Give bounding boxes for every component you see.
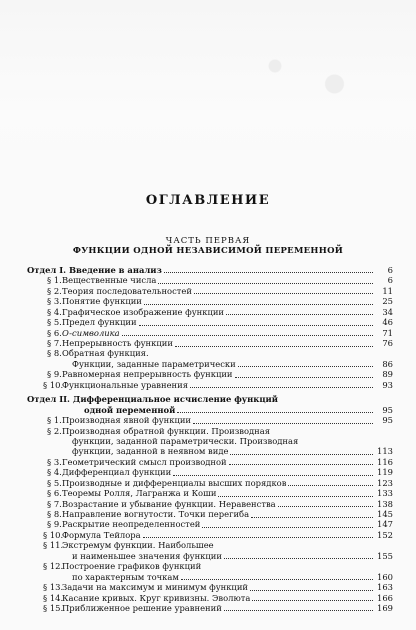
toc-entry-text (27, 572, 179, 582)
toc-entry-text (27, 275, 156, 285)
toc-entry-text (27, 296, 142, 306)
section-title: Теоремы Ролля, Лагранжа и Коши (62, 488, 217, 499)
section-number: § 12. (43, 561, 64, 572)
section-title: Производные и дифференциалы высших порядков (62, 477, 287, 488)
toc-entry[interactable] (27, 286, 393, 296)
toc-entry-text (27, 478, 286, 488)
toc-entry[interactable] (27, 436, 393, 446)
dot-leader (177, 412, 373, 413)
toc-entry-text (27, 488, 216, 498)
page-number: 11 (382, 285, 393, 296)
section-title: функции, заданной параметрически. Производная (72, 435, 299, 446)
dot-leader (226, 314, 373, 315)
page-number: 147 (377, 519, 393, 530)
toc-entry-text (27, 286, 192, 296)
toc-entry-text (27, 603, 222, 613)
toc-entry-text (27, 519, 200, 529)
section-number: § 4. (47, 306, 62, 317)
section-title: Приближенное решение уравнений (62, 602, 222, 613)
table-of-contents (27, 265, 393, 613)
chapter-2-page: 95 (382, 404, 393, 415)
part-label: ЧАСТЬ ПЕРВАЯ (165, 236, 251, 246)
chapter-1-title: Отдел I. Введение в анализ (27, 264, 162, 275)
chapter-1-items (27, 275, 393, 390)
section-title: по характерным точкам (72, 571, 179, 582)
chapter-1-entry[interactable] (27, 265, 393, 275)
page-number: 93 (382, 379, 393, 390)
page-number: 166 (377, 592, 393, 603)
toc-entry[interactable] (27, 509, 393, 519)
page-number: 95 (382, 415, 393, 426)
toc-entry[interactable] (27, 561, 393, 571)
toc-entry[interactable] (27, 317, 393, 327)
section-number: § 10. (43, 379, 64, 390)
dot-leader (143, 537, 373, 538)
dot-leader (144, 304, 373, 305)
section-title: Функции, заданные параметрически (72, 358, 236, 369)
toc-entry-text (27, 328, 120, 338)
toc-entry[interactable] (27, 369, 393, 379)
chapter-2-entry-line2[interactable] (27, 405, 393, 415)
section-title: Равномерная непрерывность функции (62, 369, 233, 380)
section-title: Вещественные числа (62, 275, 157, 286)
section-number: § 15. (43, 602, 64, 613)
toc-entry[interactable] (27, 478, 393, 488)
section-number: § 11. (43, 540, 64, 551)
toc-entry[interactable] (27, 338, 393, 348)
toc-entry-text (27, 307, 224, 317)
section-number: § 2. (47, 425, 62, 436)
dot-leader (251, 517, 373, 518)
section-title: и наименьшее значения функции (72, 550, 222, 561)
section-title: Производная явной функции (62, 415, 192, 426)
section-number: § 6. (47, 327, 62, 338)
toc-entry[interactable] (27, 530, 393, 540)
dot-leader (235, 377, 373, 378)
toc-entry[interactable] (27, 520, 393, 530)
toc-entry[interactable] (27, 499, 393, 509)
section-title: Дифференциал функции (62, 467, 172, 478)
page-number: 138 (377, 498, 393, 509)
toc-entry[interactable] (27, 488, 393, 498)
toc-entry-text (27, 359, 236, 369)
page-number: 86 (382, 358, 393, 369)
show-through-mark (224, 18, 394, 138)
dot-leader (175, 346, 373, 347)
toc-entry[interactable] (27, 415, 393, 425)
toc-entry[interactable] (27, 275, 393, 285)
toc-entry-text (27, 446, 228, 456)
section-title: Производная обратной функции. Производная (62, 425, 271, 436)
toc-entry[interactable] (27, 307, 393, 317)
dot-leader (158, 283, 373, 284)
page-number: 113 (377, 446, 393, 457)
section-title: Предел функции (62, 317, 137, 328)
toc-entry[interactable] (27, 426, 393, 436)
section-number: § 13. (43, 582, 64, 593)
toc-entry-text (27, 436, 298, 446)
toc-entry[interactable] (27, 582, 393, 592)
page-number: 160 (377, 571, 393, 582)
toc-entry-text (27, 509, 249, 519)
section-title: Теория последовательностей (62, 285, 192, 296)
section-title: O-символика (62, 327, 120, 338)
dot-leader (122, 335, 373, 336)
section-title: функции, заданной в неявном виде (72, 446, 229, 457)
section-number: § 9. (47, 369, 62, 380)
toc-entry-text (27, 457, 227, 467)
toc-entry-text (27, 380, 188, 390)
section-number: § 14. (43, 592, 64, 603)
section-number: § 8. (47, 509, 62, 520)
section-title: Функциональные уравнения (62, 379, 189, 390)
section-number: § 10. (43, 529, 64, 540)
dot-leader (202, 527, 373, 528)
dot-leader (224, 610, 373, 611)
toc-entry[interactable] (27, 328, 393, 338)
page-number: 169 (377, 602, 393, 613)
page-number: 133 (377, 488, 393, 499)
dot-leader (278, 506, 373, 507)
page-number: 152 (377, 529, 393, 540)
toc-entry-text (27, 467, 171, 477)
page-number: 123 (377, 477, 393, 488)
page-number: 6 (387, 275, 393, 286)
dot-leader (238, 366, 373, 367)
dot-leader (230, 454, 373, 455)
dot-leader (218, 496, 373, 497)
section-title: Построение графиков функций (62, 561, 202, 572)
toc-entry[interactable] (27, 593, 393, 603)
toc-entry-text (27, 582, 248, 592)
chapter-2-entry[interactable] (27, 394, 393, 404)
toc-entry[interactable] (27, 296, 393, 306)
section-title: Геометрический смысл производной (62, 456, 227, 467)
section-number: § 2. (47, 285, 62, 296)
dot-leader (181, 579, 373, 580)
section-number: § 3. (47, 296, 62, 307)
section-number: § 5. (47, 477, 62, 488)
toc-entry-text (27, 499, 276, 509)
dot-leader (288, 485, 373, 486)
section-title: Касание кривых. Круг кривизны. Эволюта (62, 592, 251, 603)
section-number: § 7. (47, 338, 62, 349)
toc-entry[interactable] (27, 467, 393, 477)
section-title: Возрастание и убывание функции. Неравенства (62, 498, 276, 509)
dot-leader (250, 590, 373, 591)
toc-entry-text (27, 551, 222, 561)
section-title: Непрерывность функции (62, 338, 173, 349)
section-title: Графическое изображение функции (62, 306, 224, 317)
toc-entry-text (27, 369, 233, 379)
section-number: § 1. (47, 275, 62, 286)
section-number: § 1. (47, 415, 62, 426)
chapter-2-title-line2: одной переменной (84, 404, 176, 415)
section-title: Формула Тейлора (62, 529, 141, 540)
section-title: Обратная функция. (62, 348, 149, 359)
toc-entry-text (27, 593, 250, 603)
page-number: 71 (382, 327, 393, 338)
toc-entry[interactable] (27, 551, 393, 561)
toc-entry[interactable] (27, 572, 393, 582)
toc-entry-text (27, 348, 149, 358)
dot-leader (224, 558, 373, 559)
contents-heading: ОГЛАВЛЕНИЕ (145, 193, 271, 208)
section-number: § 9. (47, 519, 62, 530)
page-number: 145 (377, 509, 393, 520)
page-number: 163 (377, 582, 393, 593)
page-number: 155 (377, 550, 393, 561)
toc-entry-text (27, 415, 191, 425)
dot-leader (252, 600, 373, 601)
section-number: § 5. (47, 317, 62, 328)
toc-entry[interactable] (27, 603, 393, 613)
toc-entry[interactable] (27, 457, 393, 467)
toc-entry-text (27, 338, 173, 348)
dot-leader (193, 423, 373, 424)
toc-entry[interactable] (27, 446, 393, 456)
page-number: 46 (382, 317, 393, 328)
section-number: § 7. (47, 498, 62, 509)
part-title: ФУНКЦИИ ОДНОЙ НЕЗАВИСИМОЙ ПЕРЕМЕННОЙ (72, 246, 344, 256)
page-number: 25 (382, 296, 393, 307)
toc-entry[interactable] (27, 349, 393, 359)
dot-leader (139, 325, 373, 326)
section-title: Направление вогнутости. Точки перегиба (62, 509, 250, 520)
page-number: 34 (382, 306, 393, 317)
dot-leader (164, 272, 373, 273)
section-title: Задачи на максимум и минимум функций (62, 582, 248, 593)
section-number: § 8. (47, 348, 62, 359)
toc-entry[interactable] (27, 359, 393, 369)
page-number: 116 (377, 456, 393, 467)
dot-leader (229, 464, 373, 465)
toc-entry-text (27, 561, 201, 571)
chapter-2-items (27, 415, 393, 613)
toc-entry-text (27, 530, 141, 540)
section-title: Раскрытие неопределенностей (62, 519, 201, 530)
dot-leader (194, 293, 373, 294)
dot-leader (173, 475, 373, 476)
page-number: 76 (382, 338, 393, 349)
chapter-1-page: 6 (387, 264, 393, 275)
section-number: § 4. (47, 467, 62, 478)
page-number: 119 (377, 467, 393, 478)
toc-entry-text (27, 426, 270, 436)
toc-entry[interactable] (27, 380, 393, 390)
dot-leader (190, 387, 373, 388)
section-number: § 6. (47, 488, 62, 499)
page-number: 89 (382, 369, 393, 380)
toc-entry-text (27, 540, 214, 550)
section-number: § 3. (47, 456, 62, 467)
section-title: Понятие функции (62, 296, 142, 307)
toc-entry[interactable] (27, 540, 393, 550)
toc-entry-text (27, 317, 137, 327)
section-title: Экстремум функции. Наибольшее (62, 540, 214, 551)
chapter-2-title-line1: Отдел II. Дифференциальное исчисление функций (27, 394, 278, 405)
